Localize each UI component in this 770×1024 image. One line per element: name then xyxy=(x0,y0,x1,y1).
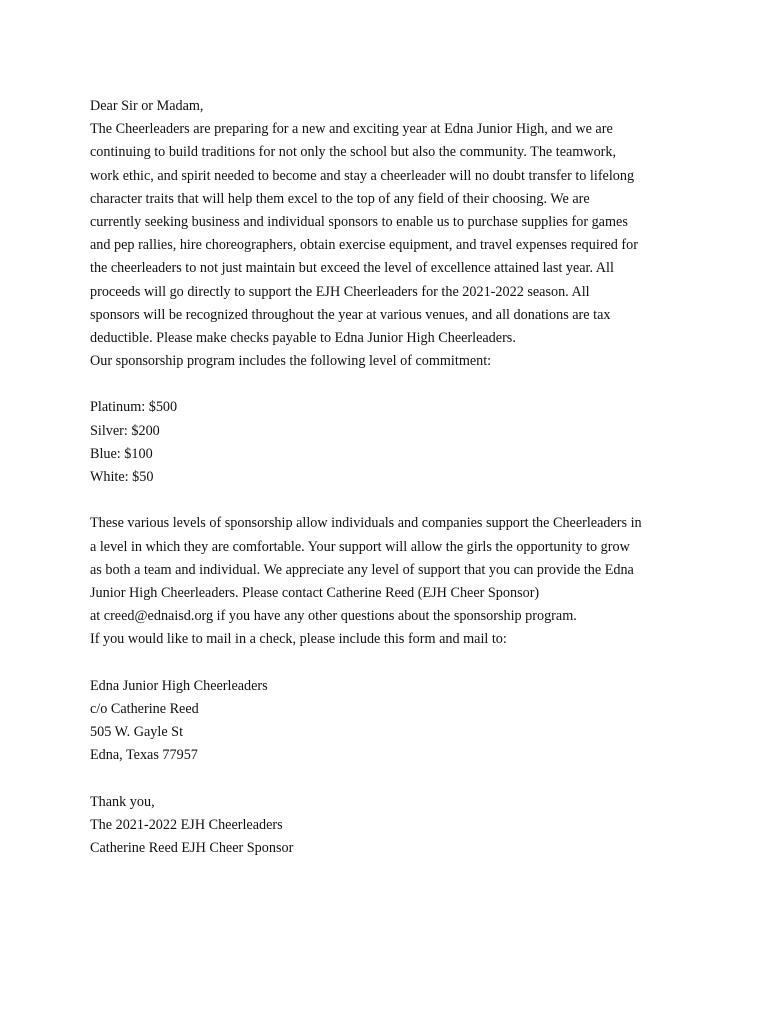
spacer xyxy=(90,489,690,512)
level-silver: Silver: $200 xyxy=(90,422,160,439)
sponsorship-levels xyxy=(90,396,690,489)
paragraph-line: currently seeking business and individual sponsors to enable us to purchase supplies for games xyxy=(90,213,628,230)
paragraph-line: continuing to build traditions for not only the school but also the community. The teamwork, xyxy=(90,144,617,161)
spacer xyxy=(90,767,690,790)
level-platinum: Platinum: $500 xyxy=(90,399,178,416)
closing-line: Thank you, xyxy=(90,793,155,810)
program-intro: Our sponsorship program includes the following level of commitment: xyxy=(90,353,492,370)
address-line: Edna Junior High Cheerleaders xyxy=(90,677,268,694)
closing xyxy=(90,791,690,861)
paragraph-line: as both a team and individual. We appreciate any level of support that you can provide the Edna xyxy=(90,561,634,578)
paragraph-line: The Cheerleaders are preparing for a new and exciting year at Edna Junior High, and we are xyxy=(90,121,613,138)
paragraph-line: Junior High Cheerleaders. Please contact Catherine Reed (EJH Cheer Sponsor) xyxy=(90,584,540,601)
paragraph-line: proceeds will go directly to support the EJH Cheerleaders for the 2021-2022 season. All xyxy=(90,283,590,300)
greeting: Dear Sir or Madam, xyxy=(90,98,204,114)
closing-line: The 2021-2022 EJH Cheerleaders xyxy=(90,816,283,833)
signature-line: Catherine Reed EJH Cheer Sponsor xyxy=(90,840,294,856)
paragraph-line: sponsors will be recognized throughout the year at various venues, and all donations are tax xyxy=(90,306,611,323)
paragraph-support xyxy=(90,512,690,651)
paragraph-line: at creed@ednaisd.org if you have any other questions about the sponsorship program. xyxy=(90,608,577,625)
paragraph-line: These various levels of sponsorship allow individuals and companies support the Cheerleaders in xyxy=(90,515,642,532)
address-line: Edna, Texas 77957 xyxy=(90,747,198,764)
spacer xyxy=(90,652,690,675)
paragraph-line: the cheerleaders to not just maintain but exceed the level of excellence attained last year. All xyxy=(90,260,614,277)
level-blue: Blue: $100 xyxy=(90,445,153,462)
mailing-address xyxy=(90,675,690,768)
paragraph-line: work ethic, and spirit needed to become and stay a cheerleader will no doubt transfer to lifelong xyxy=(90,167,635,184)
spacer xyxy=(90,373,690,396)
level-white: White: $50 xyxy=(90,469,154,485)
paragraph-line: deductible. Please make checks payable to Edna Junior High Cheerleaders. xyxy=(90,329,516,346)
paragraph-line: a level in which they are comfortable. Your support will allow the girls the opportunity to grow xyxy=(90,538,630,555)
letter-body xyxy=(90,95,690,860)
paragraph-intro xyxy=(90,118,690,350)
paragraph-line: character traits that will help them excel to the top of any field of their choosing. We are xyxy=(90,190,590,207)
paragraph-line: If you would like to mail in a check, please include this form and mail to: xyxy=(90,631,507,648)
paragraph-line: and pep rallies, hire choreographers, obtain exercise equipment, and travel expenses required for xyxy=(90,237,638,254)
address-line: c/o Catherine Reed xyxy=(90,700,199,717)
address-line: 505 W. Gayle St xyxy=(90,724,184,741)
